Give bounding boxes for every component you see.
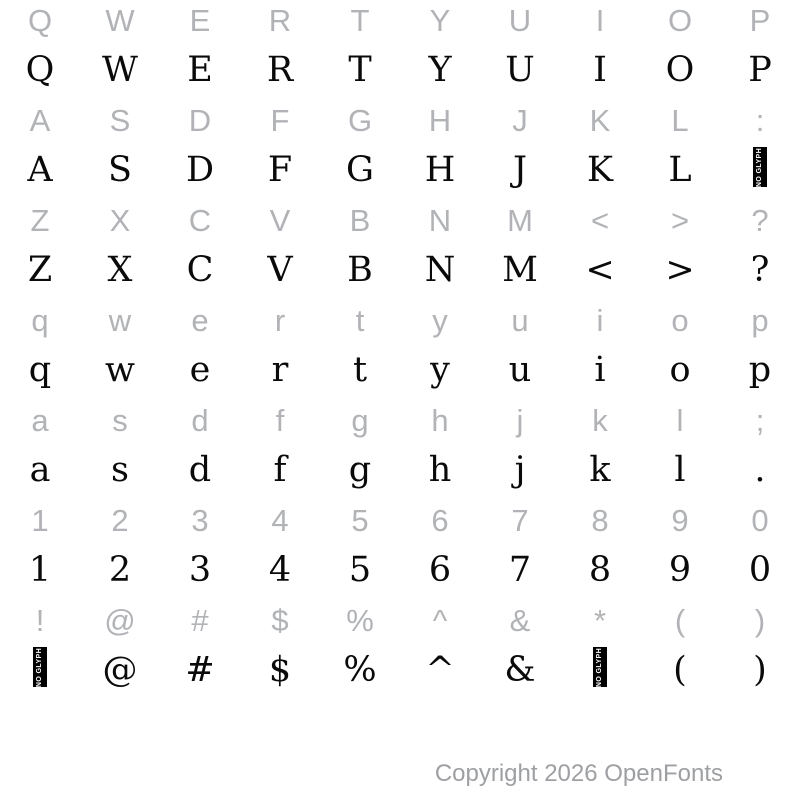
reference-glyph: 8 bbox=[591, 502, 609, 538]
reference-glyph: g bbox=[351, 402, 369, 438]
specimen-glyph: $ bbox=[268, 649, 292, 690]
specimen-glyph: w bbox=[105, 349, 135, 390]
specimen-glyph: E bbox=[187, 49, 213, 90]
reference-glyph: * bbox=[593, 602, 607, 638]
reference-glyph: 0 bbox=[751, 502, 769, 538]
reference-glyph: % bbox=[346, 602, 374, 638]
specimen-glyph: 0 bbox=[748, 549, 772, 590]
specimen-glyph: B bbox=[347, 249, 373, 290]
reference-glyph: u bbox=[511, 302, 529, 338]
specimen-row bbox=[0, 245, 800, 295]
specimen-glyph: J bbox=[512, 149, 528, 190]
reference-glyph: X bbox=[109, 202, 131, 238]
reference-glyph: 4 bbox=[271, 502, 289, 538]
specimen-glyph: g bbox=[348, 449, 372, 490]
reference-glyph: V bbox=[269, 202, 291, 238]
reference-glyph: Q bbox=[27, 2, 53, 38]
specimen-glyph: k bbox=[589, 449, 611, 490]
reference-glyph: o bbox=[671, 302, 689, 338]
specimen-glyph: h bbox=[428, 449, 452, 490]
specimen-glyph: C bbox=[186, 249, 214, 290]
reference-glyph: Z bbox=[30, 202, 50, 238]
reference-glyph: ! bbox=[35, 602, 45, 638]
reference-glyph: Y bbox=[429, 2, 451, 38]
reference-glyph: S bbox=[109, 102, 131, 138]
specimen-glyph: ( bbox=[673, 649, 687, 690]
reference-glyph: B bbox=[349, 202, 371, 238]
noglyph-block bbox=[593, 647, 607, 687]
reference-glyph: ^ bbox=[432, 602, 448, 638]
reference-glyph: C bbox=[188, 202, 212, 238]
specimen-glyph: @ bbox=[102, 649, 138, 690]
reference-glyph: 6 bbox=[431, 502, 449, 538]
reference-glyph: R bbox=[268, 2, 292, 38]
specimen-glyph: 7 bbox=[508, 549, 532, 590]
noglyph-cell bbox=[0, 645, 80, 695]
specimen-row bbox=[0, 445, 800, 495]
specimen-row bbox=[0, 345, 800, 395]
specimen-glyph: Z bbox=[27, 249, 53, 290]
specimen-glyph: U bbox=[505, 49, 535, 90]
specimen-glyph: Q bbox=[25, 49, 55, 90]
specimen-glyph: o bbox=[669, 349, 691, 390]
noglyph-cell bbox=[560, 645, 640, 695]
specimen-glyph: 5 bbox=[348, 549, 372, 590]
specimen-glyph: > bbox=[665, 249, 695, 290]
reference-glyph: l bbox=[676, 402, 684, 438]
reference-glyph: P bbox=[749, 2, 771, 38]
reference-glyph: q bbox=[31, 302, 49, 338]
reference-glyph: 1 bbox=[31, 502, 49, 538]
specimen-glyph: 6 bbox=[428, 549, 452, 590]
specimen-glyph: r bbox=[271, 349, 289, 390]
specimen-glyph: O bbox=[665, 49, 695, 90]
specimen-glyph: N bbox=[424, 249, 456, 290]
reference-glyph: L bbox=[671, 102, 689, 138]
reference-glyph: O bbox=[667, 2, 693, 38]
reference-row bbox=[0, 195, 800, 245]
reference-glyph: 9 bbox=[671, 502, 689, 538]
noglyph-label: NO GLYPH bbox=[756, 147, 764, 187]
reference-glyph: j bbox=[516, 402, 524, 438]
noglyph-block bbox=[753, 147, 767, 187]
specimen-glyph: M bbox=[502, 249, 538, 290]
specimen-glyph: j bbox=[514, 449, 526, 490]
noglyph-label: NO GLYPH bbox=[596, 647, 604, 687]
specimen-glyph: p bbox=[748, 349, 772, 390]
specimen-glyph: G bbox=[346, 149, 374, 190]
reference-glyph: e bbox=[191, 302, 209, 338]
specimen-glyph: # bbox=[185, 649, 215, 690]
specimen-glyph: u bbox=[508, 349, 532, 390]
reference-glyph: 3 bbox=[191, 502, 209, 538]
reference-glyph: t bbox=[355, 302, 365, 338]
specimen-glyph: 1 bbox=[28, 549, 52, 590]
specimen-glyph: s bbox=[111, 449, 129, 490]
reference-glyph: ; bbox=[755, 402, 765, 438]
reference-glyph: > bbox=[670, 202, 690, 238]
reference-glyph: : bbox=[755, 102, 765, 138]
specimen-glyph: a bbox=[29, 449, 51, 490]
specimen-glyph: W bbox=[102, 49, 138, 90]
reference-row bbox=[0, 295, 800, 345]
specimen-glyph: D bbox=[185, 149, 215, 190]
specimen-glyph: V bbox=[267, 249, 293, 290]
reference-glyph: A bbox=[29, 102, 51, 138]
specimen-glyph: t bbox=[352, 349, 368, 390]
reference-row bbox=[0, 595, 800, 645]
reference-glyph: $ bbox=[271, 602, 289, 638]
specimen-glyph: d bbox=[188, 449, 212, 490]
reference-glyph: ) bbox=[754, 602, 766, 638]
reference-glyph: w bbox=[108, 302, 132, 338]
specimen-glyph: . bbox=[754, 449, 766, 490]
specimen-glyph: Y bbox=[428, 49, 452, 90]
reference-row bbox=[0, 0, 800, 45]
reference-glyph: K bbox=[589, 102, 611, 138]
specimen-glyph: H bbox=[424, 149, 456, 190]
specimen-glyph: 4 bbox=[268, 549, 292, 590]
reference-glyph: W bbox=[105, 2, 135, 38]
reference-row bbox=[0, 95, 800, 145]
specimen-glyph: f bbox=[273, 449, 287, 490]
reference-glyph: f bbox=[275, 402, 285, 438]
reference-glyph: @ bbox=[104, 602, 136, 638]
specimen-glyph: A bbox=[27, 149, 53, 190]
reference-glyph: a bbox=[31, 402, 49, 438]
specimen-glyph: < bbox=[585, 249, 615, 290]
reference-glyph: 5 bbox=[351, 502, 369, 538]
specimen-glyph: T bbox=[348, 49, 372, 90]
noglyph-block bbox=[33, 647, 47, 687]
reference-glyph: N bbox=[428, 202, 452, 238]
reference-glyph: 2 bbox=[111, 502, 129, 538]
specimen-glyph: i bbox=[594, 349, 606, 390]
reference-glyph: s bbox=[112, 402, 128, 438]
reference-glyph: E bbox=[189, 2, 211, 38]
reference-glyph: G bbox=[347, 102, 373, 138]
reference-glyph: ? bbox=[751, 202, 769, 238]
specimen-glyph: & bbox=[504, 649, 536, 690]
reference-glyph: I bbox=[595, 2, 605, 38]
noglyph-cell bbox=[720, 145, 800, 195]
reference-glyph: < bbox=[590, 202, 610, 238]
specimen-glyph: S bbox=[108, 149, 132, 190]
specimen-glyph: e bbox=[189, 349, 211, 390]
specimen-glyph: 2 bbox=[108, 549, 132, 590]
reference-glyph: p bbox=[751, 302, 769, 338]
specimen-glyph: 3 bbox=[188, 549, 212, 590]
specimen-glyph: P bbox=[748, 49, 772, 90]
copyright-text: Copyright 2026 OpenFonts bbox=[434, 760, 723, 787]
reference-glyph: & bbox=[509, 602, 531, 638]
reference-row bbox=[0, 495, 800, 545]
specimen-glyph: % bbox=[343, 649, 377, 690]
reference-glyph: r bbox=[274, 302, 286, 338]
reference-glyph: 7 bbox=[511, 502, 529, 538]
specimen-row bbox=[0, 545, 800, 595]
specimen-glyph: X bbox=[107, 249, 133, 290]
reference-glyph: M bbox=[507, 202, 533, 238]
specimen-glyph: 9 bbox=[668, 549, 692, 590]
specimen-row bbox=[0, 645, 800, 695]
reference-glyph: k bbox=[592, 402, 608, 438]
specimen-glyph: I bbox=[593, 49, 607, 90]
reference-row bbox=[0, 395, 800, 445]
reference-glyph: U bbox=[508, 2, 532, 38]
specimen-glyph: F bbox=[267, 149, 293, 190]
reference-glyph: F bbox=[270, 102, 290, 138]
reference-glyph: y bbox=[432, 302, 448, 338]
reference-glyph: ( bbox=[674, 602, 686, 638]
specimen-row bbox=[0, 145, 800, 195]
reference-glyph: # bbox=[191, 602, 209, 638]
specimen-glyph: l bbox=[674, 449, 686, 490]
reference-glyph: J bbox=[512, 102, 528, 138]
specimen-glyph: ) bbox=[753, 649, 767, 690]
specimen-row bbox=[0, 45, 800, 95]
reference-glyph: d bbox=[191, 402, 209, 438]
reference-glyph: H bbox=[428, 102, 452, 138]
specimen-glyph: R bbox=[266, 49, 294, 90]
specimen-glyph: y bbox=[430, 349, 450, 390]
specimen-glyph: ? bbox=[750, 249, 770, 290]
reference-glyph: D bbox=[188, 102, 212, 138]
reference-glyph: T bbox=[350, 2, 370, 38]
specimen-glyph: q bbox=[28, 349, 52, 390]
reference-glyph: i bbox=[596, 302, 604, 338]
specimen-glyph: 8 bbox=[588, 549, 612, 590]
specimen-glyph: K bbox=[586, 149, 614, 190]
noglyph-label: NO GLYPH bbox=[36, 647, 44, 687]
reference-glyph: h bbox=[431, 402, 449, 438]
specimen-glyph: L bbox=[668, 149, 692, 190]
specimen-glyph: ^ bbox=[425, 649, 455, 690]
